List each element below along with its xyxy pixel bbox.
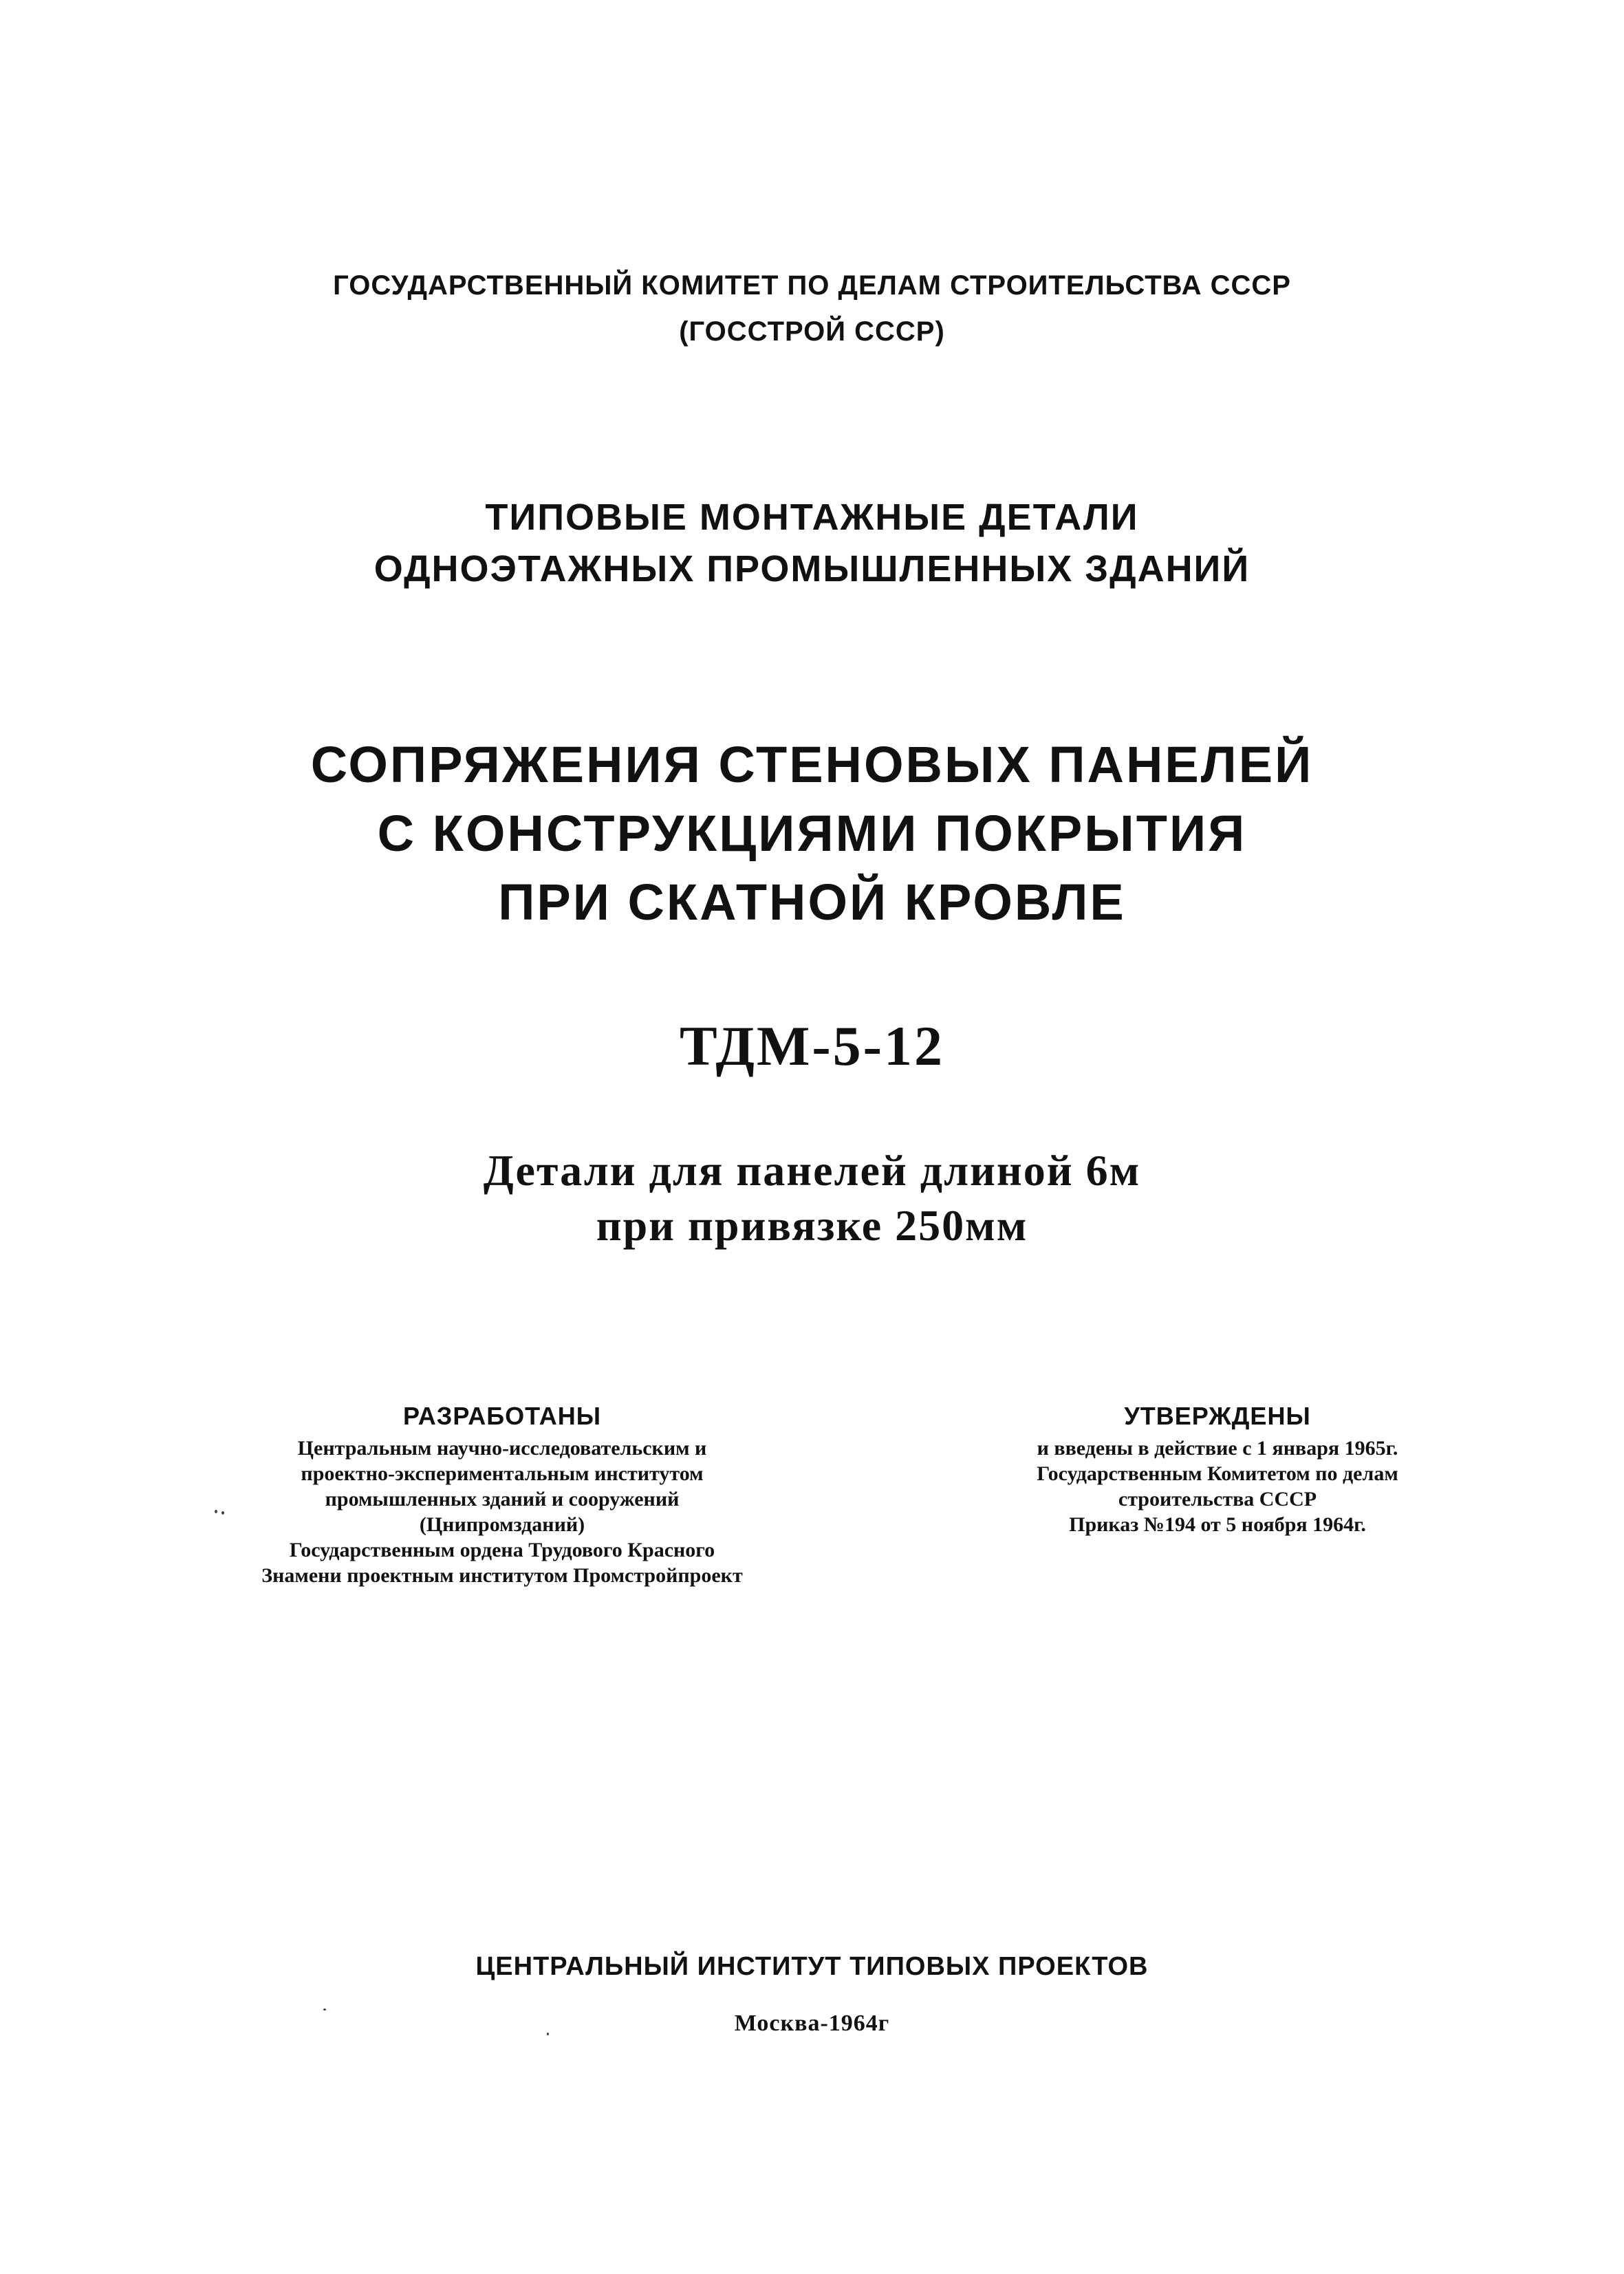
- developed-line: промышленных зданий и сооружений: [325, 1488, 680, 1510]
- developed-line: проектно-экспериментальным институтом: [301, 1462, 704, 1485]
- developed-line: Знамени проектным институтом Промстройпроект: [261, 1564, 743, 1587]
- scan-speck: [323, 2008, 326, 2011]
- approved-line: Приказ №194 от 5 ноября 1964г.: [1069, 1513, 1366, 1536]
- approved-line: строительства СССР: [1118, 1488, 1317, 1510]
- developed-line: (Цнипромзданий): [419, 1513, 585, 1536]
- developed-by-block: [179, 1403, 825, 1588]
- main-title-line-3: ПРИ СКАТНОЙ КРОВЛЕ: [498, 874, 1126, 931]
- subtitle-line-1: Детали для панелей длиной 6м: [483, 1146, 1141, 1195]
- developed-line: Центральным научно-исследовательским и: [297, 1437, 707, 1460]
- committee-short-name: (ГОССТРОЙ СССР): [679, 316, 945, 347]
- main-title-line-1: СОПРЯЖЕНИЯ СТЕНОВЫХ ПАНЕЛЕЙ: [310, 736, 1314, 793]
- publisher-name: ЦЕНТРАЛЬНЫЙ ИНСТИТУТ ТИПОВЫХ ПРОЕКТОВ: [475, 1952, 1149, 1981]
- series-title-line-1: ТИПОВЫЕ МОНТАЖНЫЕ ДЕТАЛИ: [485, 497, 1139, 538]
- developed-line: Государственным ордена Трудового Красного: [289, 1539, 715, 1561]
- series-title-line-2: ОДНОЭТАЖНЫХ ПРОМЫШЛЕННЫХ ЗДАНИЙ: [373, 548, 1251, 589]
- developed-heading: РАЗРАБОТАНЫ: [402, 1402, 602, 1430]
- scan-speck: [215, 1510, 217, 1513]
- subtitle-line-2: при привязке 250мм: [596, 1201, 1028, 1250]
- place-and-year: Москва-1964г: [734, 2011, 890, 2036]
- document-code: ТДМ-5-12: [680, 1015, 944, 1077]
- approved-heading: УТВЕРЖДЕНЫ: [1124, 1402, 1311, 1430]
- main-title-line-2: С КОНСТРУКЦИЯМИ ПОКРЫТИЯ: [377, 805, 1247, 862]
- approved-line: Государственным Комитетом по делам: [1037, 1462, 1398, 1485]
- committee-name: ГОСУДАРСТВЕННЫЙ КОМИТЕТ ПО ДЕЛАМ СТРОИТЕЛЬСТВА СССР: [333, 270, 1291, 301]
- approved-block: [935, 1403, 1500, 1537]
- approved-line: и введены в действие с 1 января 1965г.: [1037, 1437, 1398, 1460]
- scan-speck: [547, 2033, 549, 2035]
- scan-speck: [221, 1511, 224, 1515]
